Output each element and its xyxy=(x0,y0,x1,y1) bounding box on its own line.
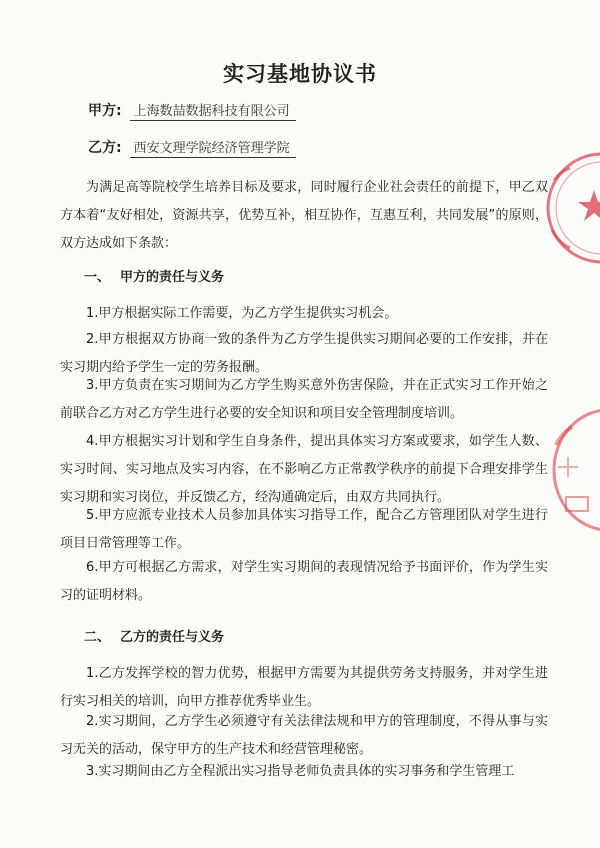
document-title: 实习基地协议书 xyxy=(223,62,377,86)
section1-item: 3.甲方负责在实习期间为乙方学生购买意外伤害保险，并在正式实习工作开始之前联合乙方对乙方学生进行必要的安全知识和项目安全管理制度培训。 xyxy=(60,378,548,421)
section1-item: 5.甲方应派专业技术人员参加具体实习指导工作，配合乙方管理团队对学生进行项目日常管理等工作。 xyxy=(60,508,548,551)
party-b-value: 西安文理学院经济管理学院 xyxy=(130,137,296,158)
red-seal-stamp-top xyxy=(540,150,600,270)
section1-item: 1.甲方根据实际工作需要，为乙方学生提供实习机会。 xyxy=(86,306,398,321)
section2-title: 乙方的责任与义务 xyxy=(120,630,225,645)
party-a-label: 甲方: xyxy=(88,103,122,119)
party-a-line xyxy=(88,100,296,121)
section1-item: 4.甲方根据实习计划和学生自身条件，提出具体实习方案或要求，如学生人数、实习时间、实习地点及实习内容，在不影响乙方正常教学秩序的前提下合理安排学生实习期和实习岗位，并反馈乙方，经沟通确定后，由双方共同执行。 xyxy=(60,434,548,505)
red-seal-stamp-middle xyxy=(548,405,600,535)
section2-item: 1.乙方发挥学校的智力优势，根据甲方需要为其提供劳务支持服务，并对学生进行实习相关的培训，向甲方推荐优秀毕业生。 xyxy=(60,666,548,709)
party-b-label: 乙方: xyxy=(88,140,122,156)
section1-item: 6.甲方可根据乙方需求，对学生实习期间的表现情况给予书面评价，作为学生实习的证明材料。 xyxy=(60,560,548,603)
party-a-value: 上海数喆数据科技有限公司 xyxy=(130,100,296,121)
section1-number: 一、 xyxy=(84,270,111,285)
party-b-line xyxy=(88,137,296,158)
section1-heading xyxy=(84,266,224,285)
section1-item: 2.甲方根据双方协商一致的条件为乙方学生提供实习期间必要的工作安排，并在实习期内给予学生一定的劳务报酬。 xyxy=(60,332,548,375)
intro-paragraph: 为满足高等院校学生培养目标及要求，同时履行企业社会责任的前提下，甲乙双方本着“友好相处，资源共享，优势互补，相互协作，互惠互利，共同发展”的原则，双方达成如下条款： xyxy=(60,180,548,251)
section2-item: 2.实习期间，乙方学生必须遵守有关法律法规和甲方的管理制度，不得从事与实习无关的活动，保守甲方的生产技术和经营管理秘密。 xyxy=(60,714,548,757)
section2-number: 二、 xyxy=(84,630,111,645)
section2-item: 3.实习期间由乙方全程派出实习指导老师负责具体的实习事务和学生管理工 xyxy=(86,764,515,779)
section2-heading xyxy=(84,626,224,645)
section1-title: 甲方的责任与义务 xyxy=(120,270,225,285)
